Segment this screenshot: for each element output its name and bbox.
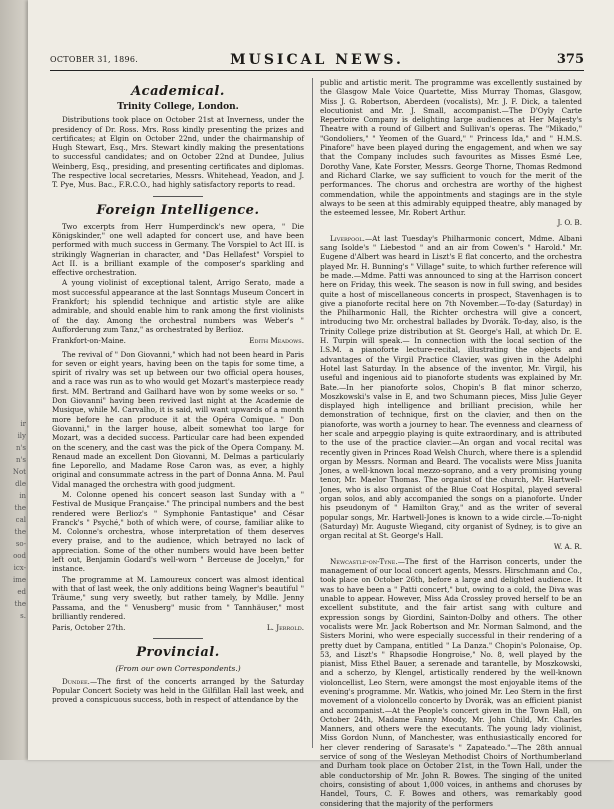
provincial-paragraph [52, 677, 304, 705]
subheading-trinity-college: Trinity College, London. [117, 102, 239, 112]
gutter-fragment: Not [12, 468, 26, 476]
left-column [52, 78, 304, 706]
paragraph-text: —The first of the Harrison concerts, under the management of our local concert agents, Messrs. Hirschmann and Co., took place on October 26th, before a large and delighted audience. It was to have been a " Patti concert," but, owing to a cold, the Diva was unable to appear. However, Miss Ada Crossley proved herself to be an excellent substitute, and the fair artist sang with culture and expression songs by Giordini, Sainton-Dolby and others. The other vocalists were Mr. Jack Robertson and Mr. Norman Salmond, and the Sisters Morini, who were especially successful in their rendering of a pretty duet by Campana, entitled " La Danza." Chopin's Polonaise, Op. 53, and Liszt's " Rhapsodie Hongroise," No. 8, well played by the pianist, Miss Ethel Bauer, a serenade and tarantelle, by Moszkowski, and a scherzo, by Klengel, artistically rendered by the well-known violoncellist, Leo Stern, were amongst the most enjoyable items of the evening's programme. Mr. Watkis, who joined Mr. Leo Stern in the first movement of a violoncello concerto by Dvorák, was an efficient pianist and accompanist.—At the People's concert given in the Town Hall, on October 24th, Madame Fanny Moody, Mr. John Child, Mr. Charles Manners, and others were the executants. The young lady violinist, Miss Gordon Nunn, of Manchester, was enthusiastically encored for her clever rendering of Sarasate's " Zapateado."—The 28th annual service of song of the Wesleyan Methodist Choirs of Northumberland and Durham took place on October 21st, in the Town Hall, under the able conductorship of Mr. John R. Bowes. The singing of the united choirs, consisting of about 1,000 voices, in anthems and choruses by Handel, Tours, C. F. Bowes and others, was remarkably good considering that the majority of the performers [320, 556, 582, 808]
city-lead: Liverpool. [330, 233, 365, 243]
section-heading-foreign: Foreign Intelligence. [96, 202, 260, 218]
foreign-paragraph: A young violinist of exceptional talent, Arrigo Serato, made a most successful appearance at the last Sonntags Museum Concert in Frankfort; his splendid technique and artistic style are alike admirable, and should enable him to rank among the first violinists of the day. Among the orchestral numbers was Weber's " Aufforderung zum Tanz," as orchestrated by Berlioz. [52, 278, 304, 334]
gutter-fragment: icx- [13, 564, 26, 572]
section-divider [153, 638, 203, 639]
publication-title: MUSICAL NEWS. [230, 52, 404, 68]
gutter-fragment: ir [20, 420, 26, 428]
signature-author: L. Jerrold. [266, 623, 304, 633]
gutter-fragment: in [19, 492, 26, 500]
gutter-fragment: so- [15, 540, 26, 548]
signature-initials: W. A. R. [553, 541, 582, 551]
provincial-paragraph [320, 234, 582, 541]
provincial-paragraph [320, 557, 582, 808]
column-rule [312, 78, 313, 748]
gutter-fragment: s. [20, 612, 26, 620]
gutter-fragment: ed [17, 588, 26, 596]
section-divider [153, 196, 203, 197]
signature-line [52, 623, 304, 632]
foreign-paragraph: The programme at M. Lamoureux concert was almost identical with that of last week, the only additions being Wagner's beautiful " Träume," sung very sweetly, but rather tamely, by Mdlle. Jenny Passama, and the " Venusberg" music from " Tannhäuser," most brilliantly rendered. [52, 574, 304, 621]
foreign-paragraph: M. Colonne opened his concert season last Sunday with a " Festival de Musique Française." The principal numbers and the best rendered were Berlioz's " Symphonie Fantastique" and César Franck's " Psyché," both of which were, of course, familiar alike to M. Colonne's orchestra, whose interpretation of them deserves every praise, and to the audience, which betrayed no lack of appreciation. Some of the other numbers would have been better left out, Benjamin Godard's well-worn " Berceuse de Jocelyn," for instance. [52, 489, 304, 574]
signature-place: Paris, October 27th. [52, 623, 126, 633]
provincial-paragraph: public and artistic merit. The programme was excellently sustained by the Glasgow Male Voice Quartette, Miss Murray Thomas, Glasgow, Miss J. G. Robertson, Aberdeen (vocalists), Mr. J. F. Dick, a talented elocutionist and Mr. J. Small, accompanist.—The D'Oyly Carte Repertoire Company is delighting large audiences at Her Majesty's Theatre with a round of Gilbert and Sullivan's operas. The "Mikado," "Gondoliers," " Yeomen of the Guard," " Princess Ida," and " H.M.S. Pinafore" have been played during the engagement, and when we say that the Company includes such favourites as Misses Esmé Lee, Dorothy Vane, Kate Forster, Messrs. George Thorne, Thomas Redmond and Richard Clarke, we say sufficient to vouch for the merit of the performances. The chorus and orchestra are worthy of the highest commendation, while the appointments and stagings are in the style always to be seen at this admirably equipped theatre, ably managed by the esteemed lessee, Mr. Robert Arthur. [320, 78, 582, 218]
signature-place: Frankfort-on-Maine. [52, 336, 126, 346]
signature-initials: J. O. B. [557, 218, 582, 228]
gutter-fragment: ood [13, 552, 26, 560]
foreign-paragraph: Two excerpts from Herr Humperdinck's new opera, " Die Königskinder," one well adapted for concert use, and have been performed with much success in Germany. The Vorspiel to Act III. is strikingly Wagnerian in character, and "Das Hellafest" Vorspiel to Act II. is a brilliant example of the composer's sparkling and effective orchestration. [52, 221, 304, 278]
subheading-correspondents: (From our own Correspondents.) [115, 664, 241, 674]
facing-page-gutter [0, 0, 28, 760]
signature-line [52, 336, 304, 345]
gutter-fragment: n's [15, 456, 26, 464]
foreign-paragraph: The revival of " Don Giovanni," which had not been heard in Paris for seven or eight years, having been on the tapis for some time, a spirit of rivalry was set up between our two official opera houses, and a race was run as to who would get Mozart's masterpiece ready first. MM. Bertrand and Gailhard have won by some weeks or so. " Don Giovanni" having been revived last night at the Academie de Musique, while M. Carvalho, it is said, will want upwards of a month more before he can produce it at the Opéra Comique. " Don Giovanni," in the larger house, albeit somewhat too large for Mozart, was a decided success. Particular care had been expended on the scenery, and the cast was the pick of the Opera Company. M. Renaud made an excellent Don Giovanni, M. Delmas a particularly fine Leporello, and Madame Rose Caron was, as ever, a highly original and consummate actress in the part of Donna Anna. M. Paul Vidal managed the orchestra with good judgment. [52, 349, 304, 489]
page-header [50, 52, 584, 71]
city-lead: Newcastle-on-Tyne. [330, 556, 398, 566]
paragraph-text: —At last Tuesday's Philharmonic concert, Mdme. Albani sang Isolde's " Liebestod " and an air from Cowen's " Harold." Mr. Eugene d'Albert was heard in Liszt's E flat concerto, and the orchestra played Mr. H. Bunning's " Village" suite, to which further reference will be made.—Mdme. Patti was announced to sing at the Harrison concert here on Friday, this week. The season is now in full swing, and besides quite a host of miscellaneous concerts in prospect, Stavenhagen is to give a pianoforte recital here on 7th November.—To-day (Saturday) in the Philharmonic Hall, the Richter orchestra will give a concert, introducing two Mr. orchestral ballades by Dvorák. To-day, also, is the Trinity College prize distribution at St. George's Hall, at which Dr. E. H. Turpin will speak.— In connection with the local section of the I.S.M. a pianoforte lecture-recital, illustrating the objects and advantages of the Virgil Practice Clavier, was given in the Adelphi Hotel last Saturday. In the absence of the inventor, Mr. Virgil, his useful and ingenious aid to pianoforte students was explained by Mr. Bate.—In her pianoforte solos, Chopin's B flat minor scherzo, Moszkowski's valse in E, and two Schumann pieces, Miss Julie Geyer displayed high intelligence and brilliant precision, while her demonstration of technique, first on the clavier, and then on the pianoforte, was worth a journey to hear. The evenness and clearness of her scale and arpeggio playing is quite extraordinary, and is attributed to the use of the practice clavier.—An organ and vocal recital was recently given in Princes Road Welsh Church, where there is a splendid organ by Messrs. Norman and Beard. The vocalists were Miss Juanita Jones, a well-known local mezzo-soprano, and a very promising young tenor, Mr. Maelor Thomas. The organist of the church, Mr. Hartwell-Jones, who is also organist of the Blue Coat Hospital, played several organ solos, and ably accompanied the songs on a pianoforte. Under his pseudonym of " Hamilton Gray," and as the writer of several popular songs, Mr. Hartwell-Jones is known to a wide circle.—To-night (Saturday) Mr. Auguste Wiegand, city organist of Sydney, is to give an organ recital at St. George's Hall. [320, 233, 582, 541]
section-heading-academical: Academical. [131, 84, 225, 99]
gutter-fragment: the [14, 528, 26, 536]
gutter-fragment: the [14, 504, 26, 512]
gutter-fragment: cal [15, 516, 26, 524]
page-number: 375 [556, 52, 584, 67]
signature-author: Edith Meadows. [249, 336, 304, 346]
issue-date: OCTOBER 31, 1896. [50, 55, 139, 64]
gutter-fragment: ime [12, 576, 26, 584]
academical-paragraph: Distributions took place on October 21st at Inverness, under the presidency of Dr. Ross. Mrs. Ross kindly presenting the prizes and certificates; at Elgin on October 22nd, under the chairmanship of Hugh Stewart, Esq., Mrs. Stewart kindly making the presentations to successful candidates; and on October 22nd at Dundee, Julius Weinberg, Esq., presiding, and presenting certificates and diplomas. The respective local secretaries, Messrs. Whitehead, Yeadon, and J. T. Pye, Mus. Bac., F.R.C.O., had highly satisfactory reports to read. [52, 115, 304, 190]
gutter-fragment: dle [15, 480, 26, 488]
gutter-fragment: n's [15, 444, 26, 452]
section-heading-provincial: Provincial. [136, 645, 220, 661]
gutter-fragment: the [14, 600, 26, 608]
right-column [320, 78, 582, 809]
paragraph-text: —The first of the concerts arranged by the Saturday Popular Concert Society was held in the Gilfillan Hall last week, and proved a conspicuous success, both in respect of attendance by the [52, 676, 304, 705]
gutter-fragment: ily [17, 432, 26, 440]
city-lead: Dundee. [62, 676, 90, 686]
